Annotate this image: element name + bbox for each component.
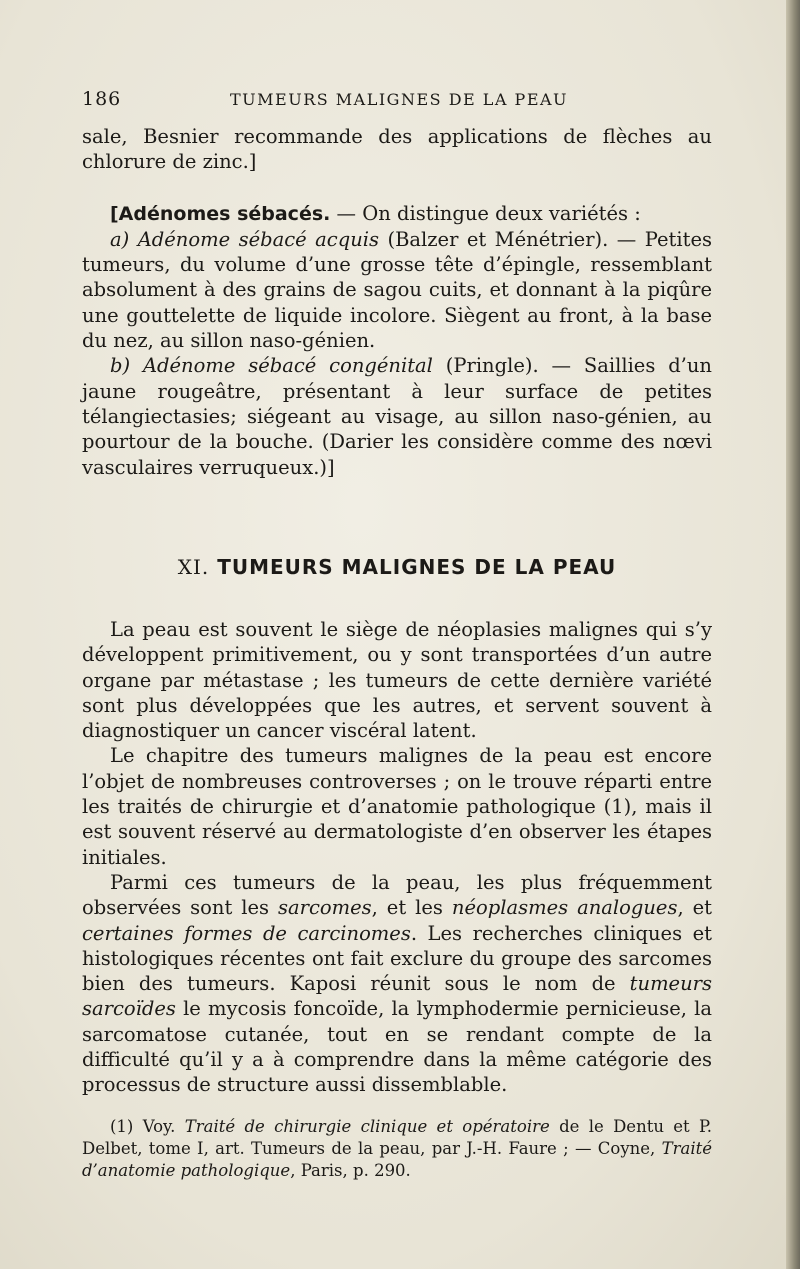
section-number: XI. [177,555,210,579]
term-sarcomes: sarcomes [278,896,372,920]
paragraph-continuation: sale, Besnier recommande des applications de flèches au chlorure de zinc.] [82,125,712,174]
paragraph-1: La peau est souvent le siège de néoplasies malignes qui s’y développent primitivement, ou y sont transportées d’un autre organe par métastase ; les tumeurs de cette dernière variété sont plus développées que les autres, et servent souvent à diagnostiquer un cancer viscéral latent. [82,618,712,743]
adenome-acquis-paragraph: a) Adénome sébacé acquis (Balzer et Ménétrier). — Petites tumeurs, du volume d’une grosse tête d’épingle, ressemblant absolument à des grains de sagou cuits, et donnant à la piqûre une gouttelette de liquide incolore. Siègent au front, à la base du nez, au sillon naso-génien. [82,227,713,353]
page-number: 186 [82,88,122,110]
footnote-text: (1) Voy. Traité de chirurgie clinique et opératoire de le Dentu et P. Delbet, tome I, art. Tumeurs de la peau, par J.-H. Faure ; — Coyne, Traité d’anatomie pathologique, Paris, p. 290. [82,1117,712,1180]
adenomes-paragraph: [Adénomes sébacés. — On distingue deux variétés : [110,201,641,225]
section-heading [82,555,712,579]
section-title: TUMEURS MALIGNES DE LA PEAU [217,555,617,579]
page-edge [786,0,800,1269]
footnote [82,1116,712,1182]
adenome-congenital-paragraph: b) Adénome sébacé congénital (Pringle). — Saillies d’un jaune rougeâtre, présentant à leur surface de petites télangiectasies; siégeant au visage, au sillon naso-génien, au pourtour de la bouche. (Darier les considère comme des nœvi vasculaires verruqueux.)] [82,354,712,479]
text-main [82,617,712,1098]
adenome-congenital-name: Adénome sébacé congénital [142,354,433,378]
term-sarcoides: tumeurs sarcoïdes [82,972,712,1021]
paragraph-3: Parmi ces tumeurs de la peau, les plus fréquemment observées sont les sarcomes, et les néoplasmes analogues, et certaines formes de carcinomes. Les recherches cliniques et histologiques récentes ont fait exclure du groupe des sarcomes bien des tumeurs. Kaposi réunit sous le nom de tumeurs sarcoïdes le mycosis foncoïde, la lymphodermie pernicieuse, la sarcomatose cutanée, tout en se rendant compte de la difficulté qu’il y a à comprendre dans la même catégorie des processus de structure aussi dissemblable. [82,870,712,1097]
running-header [82,88,712,114]
text-top [82,124,712,480]
term-neoplasmes: néoplasmes analogues [451,896,678,920]
term-carcinomes: certaines formes de carcinomes [82,921,411,945]
footnote-anatomie: Traité d’anatomie pathologique [82,1139,712,1180]
adenome-acquis-name: Adénome sébacé acquis [137,227,379,251]
footnote-traite: Traité de chirurgie clinique et opératoire [184,1117,550,1136]
paragraph-2: Le chapitre des tumeurs malignes de la peau est encore l’objet de nombreuses controverses ; on le trouve réparti entre les traités de chirurgie et d’anatomie pathologique (1), mais il est souvent réservé au dermatologiste d’en observer les étapes initiales. [82,744,712,869]
adenomes-title: [Adénomes sébacés. [110,202,331,225]
running-title: TUMEURS MALIGNES DE LA PEAU [230,90,569,109]
